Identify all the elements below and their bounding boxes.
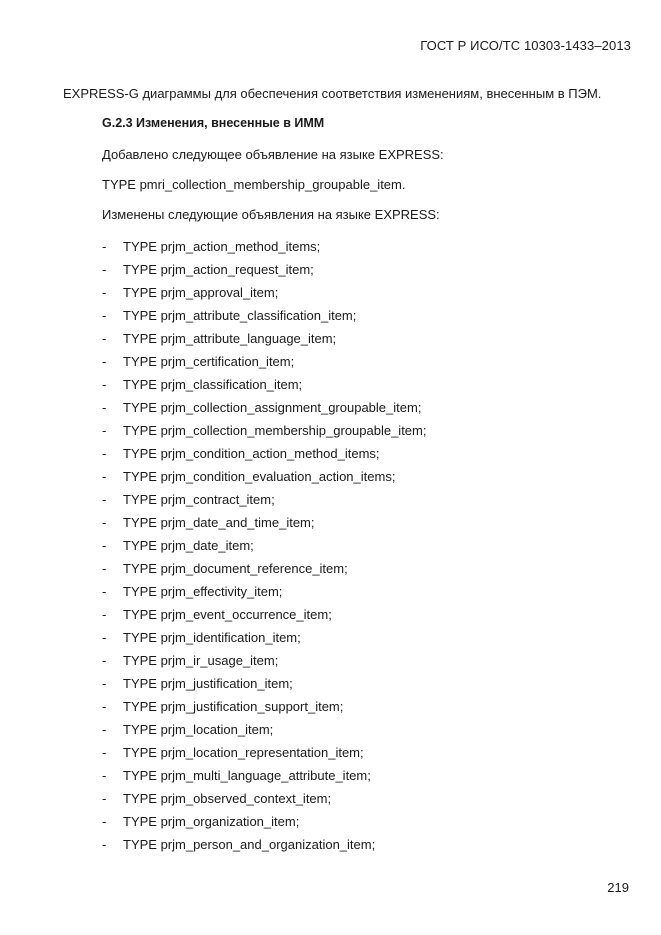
list-item-text: TYPE prjm_location_representation_item; [123,745,364,760]
added-declaration: TYPE pmri_collection_membership_groupable_item. [102,177,406,192]
list-item [102,836,426,859]
list-bullet: - [102,561,107,576]
list-item [102,698,426,721]
list-item [102,330,426,353]
list-item [102,537,426,560]
list-bullet: - [102,377,107,392]
list-item-text: TYPE prjm_ir_usage_item; [123,653,279,668]
list-item [102,560,426,583]
list-item [102,238,426,261]
list-item-text: TYPE prjm_collection_assignment_groupable_item; [123,400,422,415]
list-item-text: TYPE prjm_action_request_item; [123,262,314,277]
list-bullet: - [102,469,107,484]
list-item-text: TYPE prjm_location_item; [123,722,274,737]
list-item-text: TYPE prjm_person_and_organization_item; [123,837,376,852]
list-item-text: TYPE prjm_action_method_items; [123,239,321,254]
list-item-text: TYPE prjm_collection_membership_groupable_item; [123,423,427,438]
list-bullet: - [102,400,107,415]
list-bullet: - [102,607,107,622]
list-item-text: TYPE prjm_certification_item; [123,354,295,369]
list-bullet: - [102,814,107,829]
page-header-standard: ГОСТ Р ИСО/ТС 10303-1433–2013 [420,38,631,53]
changed-declarations-list [102,238,426,859]
list-item-text: TYPE prjm_approval_item; [123,285,279,300]
list-bullet: - [102,446,107,461]
list-item [102,445,426,468]
list-item-text: TYPE prjm_justification_item; [123,676,293,691]
list-item [102,629,426,652]
list-bullet: - [102,745,107,760]
list-bullet: - [102,285,107,300]
list-bullet: - [102,722,107,737]
list-item-text: TYPE prjm_observed_context_item; [123,791,332,806]
list-item [102,675,426,698]
list-bullet: - [102,354,107,369]
list-item-text: TYPE prjm_event_occurrence_item; [123,607,332,622]
list-item [102,767,426,790]
list-bullet: - [102,331,107,346]
list-item [102,376,426,399]
list-item-text: TYPE prjm_condition_action_method_items; [123,446,380,461]
list-item [102,399,426,422]
list-item [102,353,426,376]
list-item [102,813,426,836]
list-item [102,468,426,491]
page-number: 219 [607,880,629,895]
list-item [102,721,426,744]
list-item-text: TYPE prjm_classification_item; [123,377,303,392]
list-bullet: - [102,239,107,254]
list-bullet: - [102,676,107,691]
list-bullet: - [102,538,107,553]
list-item [102,790,426,813]
list-item-text: TYPE prjm_identification_item; [123,630,301,645]
list-item-text: TYPE prjm_date_item; [123,538,254,553]
list-item-text: TYPE prjm_justification_support_item; [123,699,344,714]
paragraph-added: Добавлено следующее объявление на языке EXPRESS: [102,147,444,162]
list-item-text: TYPE prjm_contract_item; [123,492,275,507]
list-bullet: - [102,837,107,852]
list-item-text: TYPE prjm_date_and_time_item; [123,515,315,530]
list-item [102,284,426,307]
list-item [102,491,426,514]
list-item [102,307,426,330]
list-item-text: TYPE prjm_organization_item; [123,814,300,829]
list-bullet: - [102,653,107,668]
section-title: G.2.3 Изменения, внесенные в ИММ [102,116,325,130]
list-bullet: - [102,584,107,599]
paragraph-changed: Изменены следующие объявления на языке EXPRESS: [102,207,440,222]
list-item [102,422,426,445]
list-item-text: TYPE prjm_effectivity_item; [123,584,283,599]
list-item [102,261,426,284]
list-bullet: - [102,423,107,438]
list-item [102,744,426,767]
list-item [102,514,426,537]
list-bullet: - [102,791,107,806]
list-bullet: - [102,515,107,530]
list-item-text: TYPE prjm_attribute_classification_item; [123,308,357,323]
list-bullet: - [102,768,107,783]
list-bullet: - [102,630,107,645]
list-bullet: - [102,492,107,507]
list-bullet: - [102,262,107,277]
list-item [102,652,426,675]
list-bullet: - [102,308,107,323]
list-item-text: TYPE prjm_document_reference_item; [123,561,348,576]
intro-line: EXPRESS-G диаграммы для обеспечения соответствия изменениям, внесенным в ПЭМ. [63,86,602,101]
list-bullet: - [102,699,107,714]
list-item [102,606,426,629]
list-item-text: TYPE prjm_attribute_language_item; [123,331,337,346]
list-item-text: TYPE prjm_multi_language_attribute_item; [123,768,371,783]
list-item-text: TYPE prjm_condition_evaluation_action_items; [123,469,396,484]
list-item [102,583,426,606]
